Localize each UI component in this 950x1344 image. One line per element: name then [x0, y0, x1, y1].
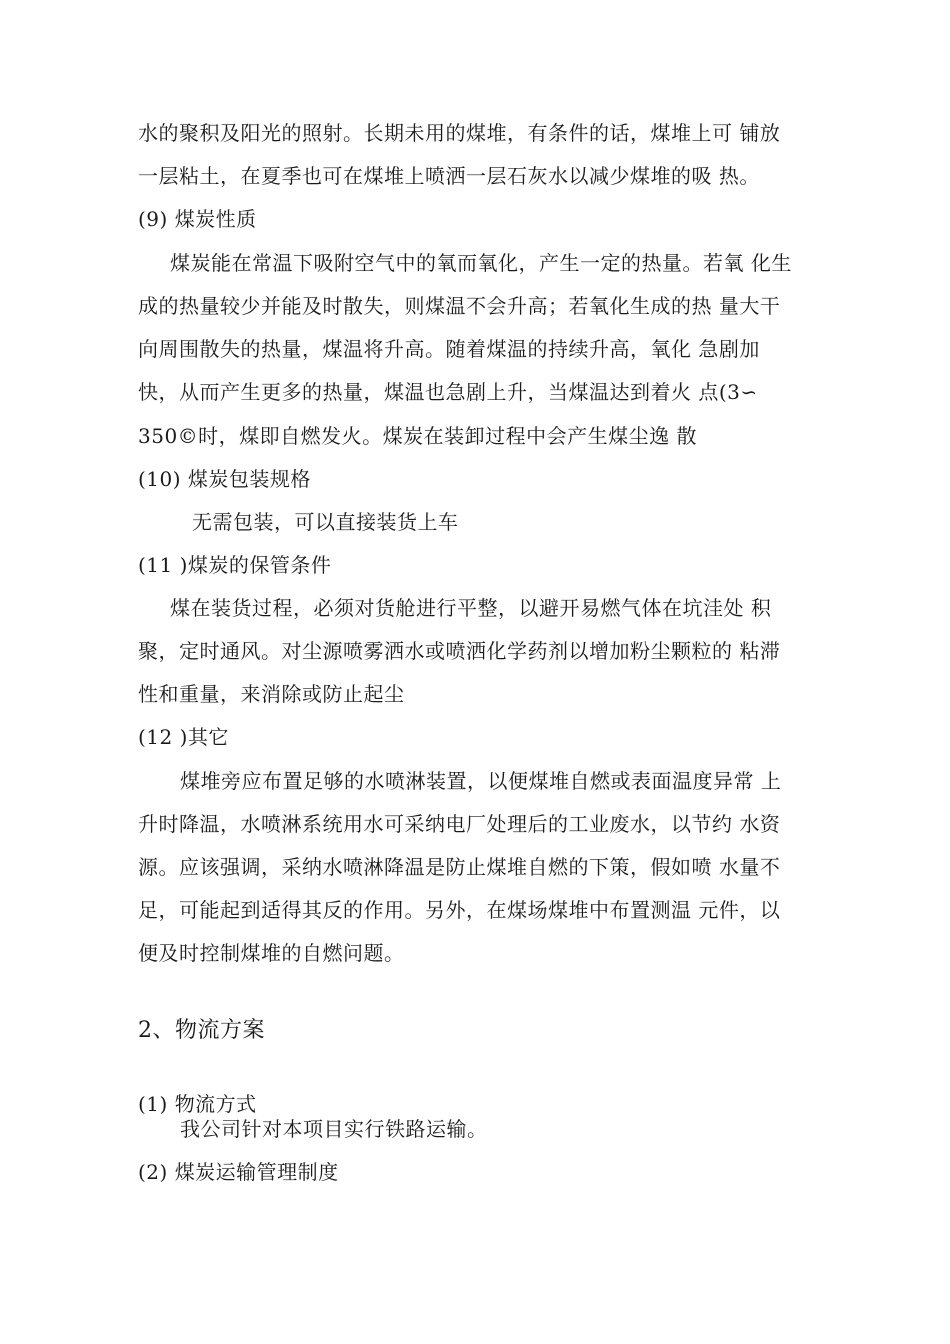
section-heading-2: 2、物流方案	[138, 1018, 265, 1043]
paragraph-line: 煤炭能在常温下吸附空气中的氧而氧化，产生一定的热量。若氧 化生	[170, 251, 792, 275]
paragraph-line: 升时降温，水喷淋系统用水可采纳电厂处理后的工业废水，以节约 水资	[138, 812, 781, 836]
paragraph-line: 聚，定时通风。对尘源喷雾洒水或喷洒化学药剂以增加粉尘颗粒的 粘滞	[138, 639, 781, 663]
section-heading-10: (10) 煤炭包装规格	[138, 467, 311, 491]
paragraph-line: 便及时控制煤堆的自燃问题。	[138, 941, 405, 965]
paragraph-line: 性和重量，来消除或防止起尘	[138, 682, 405, 706]
section-heading-11: (11 )煤炭的保管条件	[138, 553, 332, 577]
subsection-heading-1: (1) 物流方式	[138, 1092, 257, 1116]
paragraph-line: 足，可能起到适得其反的作用。另外，在煤场煤堆中布置测温 元件，以	[138, 898, 781, 922]
paragraph-line: 350©时，煤即自燃发火。煤炭在装卸过程中会产生煤尘逸 散	[138, 424, 698, 448]
paragraph-line: 煤堆旁应布置足够的水喷淋装置，以便煤堆自燃或表面温度异常 上	[180, 769, 782, 793]
paragraph-line: 煤在装货过程，必须对货舱进行平整，以避开易燃气体在坑洼处 积	[170, 596, 772, 620]
subsection-heading-2: (2) 煤炭运输管理制度	[138, 1160, 339, 1184]
paragraph-line: 一层粘土，在夏季也可在煤堆上喷洒一层石灰水以减少煤堆的吸 热。	[138, 164, 760, 188]
paragraph-line: 我公司针对本项目实行铁路运输。	[180, 1117, 488, 1141]
paragraph-line: 水的聚积及阳光的照射。长期未用的煤堆，有条件的话，煤堆上可 铺放	[138, 121, 781, 145]
paragraph-line: 向周围散失的热量，煤温将升高。随着煤温的持续升高，氧化 急剧加	[138, 337, 760, 361]
paragraph-line: 源。应该强调，采纳水喷淋降温是防止煤堆自燃的下策，假如喷 水量不	[138, 855, 781, 879]
section-heading-9: (9) 煤炭性质	[138, 207, 257, 231]
paragraph-line: 无需包装，可以直接装货上车	[192, 510, 459, 534]
section-heading-12: (12 )其它	[138, 725, 229, 749]
paragraph-line: 成的热量较少并能及时散失，则煤温不会升高；若氧化生成的热 量大干	[138, 294, 781, 318]
paragraph-line: 快，从而产生更多的热量，煤温也急剧上升，当煤温达到着火 点(3∽	[138, 380, 758, 404]
